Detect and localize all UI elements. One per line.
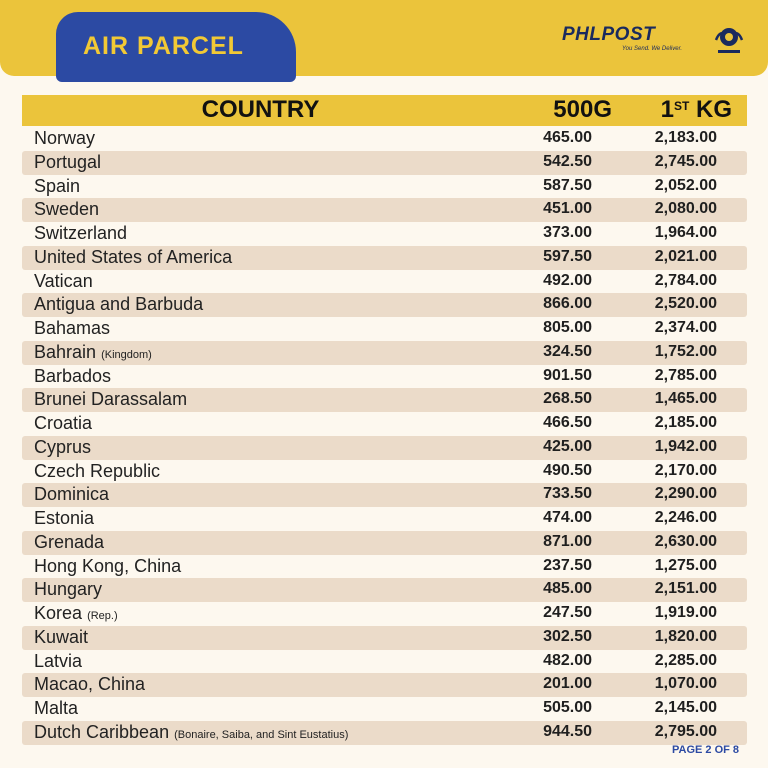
country-name: Barbados — [34, 365, 112, 386]
country-cell — [34, 128, 95, 149]
country-cell — [34, 318, 110, 339]
rate-1st-kg-cell: 2,183.00 — [654, 129, 717, 146]
country-cell — [34, 247, 232, 268]
rate-500g-cell: 733.50 — [543, 485, 592, 503]
country-cell — [34, 698, 78, 719]
table-row — [22, 626, 747, 650]
country-name: Macao, China — [34, 674, 146, 695]
country-name: Sweden — [34, 199, 100, 220]
country-name: Hong Kong, China — [34, 555, 182, 576]
rate-1st-kg-cell: 2,745.00 — [654, 152, 717, 170]
rate-500g-cell: 268.50 — [543, 390, 592, 408]
rate-500g-cell: 201.00 — [543, 675, 592, 693]
table-row — [22, 555, 747, 579]
rate-1st-kg-cell: 1,070.00 — [654, 675, 717, 693]
rate-1st-kg-cell: 1,820.00 — [654, 627, 717, 645]
table-row — [22, 246, 747, 270]
country-cell — [34, 627, 88, 648]
country-name: United States of America — [34, 246, 233, 267]
table-row — [22, 673, 747, 697]
table-row — [22, 578, 747, 602]
brand-tagline: You Send. We Deliver. — [622, 46, 683, 52]
table-row — [22, 151, 747, 175]
table-row — [22, 531, 747, 555]
country-cell — [34, 223, 127, 244]
table-row — [22, 175, 747, 199]
country-name: Hungary — [34, 579, 103, 600]
rate-500g-cell: 492.00 — [543, 271, 592, 289]
rate-1st-kg-cell: 1,465.00 — [654, 390, 717, 408]
rate-1st-kg-cell: 2,151.00 — [654, 580, 717, 598]
table-row — [22, 341, 747, 365]
rate-1st-kg-cell: 2,785.00 — [654, 366, 717, 384]
rate-table — [22, 127, 747, 745]
country-name: Antigua and Barbuda — [34, 294, 204, 315]
rate-500g-cell: 474.00 — [543, 509, 592, 526]
table-row — [22, 127, 747, 151]
rate-1st-kg-cell: 2,246.00 — [654, 509, 717, 526]
table-row — [22, 460, 747, 484]
country-cell — [34, 603, 118, 624]
country-cell — [34, 389, 187, 410]
rate-1st-kg-cell: 2,784.00 — [654, 271, 717, 289]
rate-1st-kg-cell: 1,275.00 — [654, 556, 717, 574]
column-header-country: COUNTRY — [201, 96, 320, 123]
table-row — [22, 198, 747, 222]
table-header — [22, 95, 747, 126]
table-row — [22, 721, 747, 745]
country-name: Portugal — [34, 151, 102, 172]
table-row — [22, 270, 747, 294]
country-name: Bahamas — [34, 318, 111, 338]
rate-1st-kg-cell: 2,185.00 — [654, 414, 717, 431]
column-header-500g: 500G — [553, 96, 612, 123]
country-name: Bahrain — [34, 341, 97, 362]
table-row — [22, 293, 747, 317]
rate-500g-cell: 302.50 — [543, 627, 592, 645]
rate-500g-cell: 597.50 — [543, 247, 592, 265]
country-cell — [34, 532, 104, 553]
country-cell — [34, 366, 111, 387]
rate-1st-kg-cell: 2,021.00 — [654, 247, 717, 265]
rate-1st-kg-cell: 2,170.00 — [654, 461, 717, 479]
rate-500g-cell: 324.50 — [543, 342, 592, 360]
country-note: (Kingdom) — [101, 348, 152, 361]
rate-1st-kg-cell: 2,795.00 — [654, 722, 717, 740]
rate-500g-cell: 465.00 — [543, 129, 592, 146]
country-cell — [34, 437, 91, 458]
rate-500g-cell: 373.00 — [543, 224, 592, 241]
country-cell — [34, 199, 99, 220]
table-row — [22, 365, 747, 389]
rate-1st-kg-cell: 1,964.00 — [654, 224, 717, 241]
country-cell — [34, 271, 93, 292]
country-name: Kuwait — [34, 626, 89, 647]
country-cell — [34, 294, 203, 315]
country-note: (Rep.) — [87, 610, 118, 622]
country-name: Croatia — [34, 413, 93, 433]
country-name: Brunei Darassalam — [34, 389, 188, 410]
country-name: Czech Republic — [34, 460, 161, 481]
country-cell — [34, 674, 145, 695]
country-name: Spain — [34, 175, 81, 196]
page-number: PAGE 2 OF 8 — [672, 744, 740, 756]
table-row — [22, 697, 747, 721]
rate-500g-cell: 451.00 — [543, 200, 592, 218]
country-cell — [34, 722, 348, 743]
country-name: Dutch Caribbean — [34, 721, 170, 742]
rate-500g-cell: 587.50 — [543, 176, 592, 194]
phlpost-logo — [562, 24, 702, 58]
table-row — [22, 317, 747, 341]
table-row — [22, 412, 747, 436]
country-cell — [34, 413, 92, 434]
country-name: Cyprus — [34, 436, 92, 457]
country-name: Switzerland — [34, 223, 128, 243]
rate-500g-cell: 542.50 — [543, 152, 592, 170]
table-row — [22, 483, 747, 507]
country-name: Norway — [34, 128, 96, 148]
rate-1st-kg-cell: 1,942.00 — [654, 437, 717, 455]
title-tab — [56, 12, 296, 82]
bagong-pilipinas-seal-icon — [712, 22, 746, 56]
page-title: AIR PARCEL — [83, 32, 244, 60]
table-row — [22, 222, 747, 246]
country-name: Latvia — [34, 650, 83, 671]
table-row — [22, 602, 747, 626]
rate-1st-kg-cell: 2,052.00 — [654, 176, 717, 194]
rate-1st-kg-cell: 2,080.00 — [654, 200, 717, 218]
rate-500g-cell: 805.00 — [543, 319, 592, 336]
country-name: Korea — [34, 603, 83, 623]
country-cell — [34, 579, 102, 600]
rate-1st-kg-cell: 2,520.00 — [654, 295, 717, 313]
table-row — [22, 388, 747, 412]
table-row — [22, 507, 747, 531]
table-row — [22, 650, 747, 674]
rate-500g-cell: 482.00 — [543, 651, 592, 669]
rate-500g-cell: 425.00 — [543, 437, 592, 455]
country-name: Grenada — [34, 531, 105, 552]
column-header-1st-kg: 1ST KG — [660, 96, 732, 123]
country-name: Vatican — [34, 270, 93, 291]
table-row — [22, 436, 747, 460]
country-name: Estonia — [34, 508, 95, 528]
country-note: (Bonaire, Saiba, and Sint Eustatius) — [174, 728, 349, 741]
rate-1st-kg-cell: 2,374.00 — [654, 319, 717, 336]
brand-name: PHLPOST — [562, 24, 656, 45]
rate-500g-cell: 871.00 — [543, 532, 592, 550]
country-cell — [34, 484, 109, 505]
country-cell — [34, 556, 181, 577]
rate-500g-cell: 237.50 — [543, 556, 592, 574]
rate-1st-kg-cell: 1,752.00 — [654, 342, 717, 360]
rate-500g-cell: 505.00 — [543, 699, 592, 716]
rate-1st-kg-cell: 2,145.00 — [654, 699, 717, 716]
country-name: Malta — [34, 698, 79, 718]
rate-500g-cell: 247.50 — [543, 604, 592, 621]
rate-1st-kg-cell: 1,919.00 — [654, 604, 717, 621]
country-cell — [34, 461, 160, 482]
country-cell — [34, 508, 94, 529]
country-cell — [34, 342, 152, 363]
rate-1st-kg-cell: 2,630.00 — [654, 532, 717, 550]
country-cell — [34, 651, 82, 672]
country-cell — [34, 176, 80, 197]
rate-500g-cell: 866.00 — [543, 295, 592, 313]
country-cell — [34, 152, 101, 173]
rate-500g-cell: 466.50 — [543, 414, 592, 431]
rate-500g-cell: 901.50 — [543, 366, 592, 384]
rate-500g-cell: 490.50 — [543, 461, 592, 479]
rate-500g-cell: 944.50 — [543, 722, 592, 740]
rate-500g-cell: 485.00 — [543, 580, 592, 598]
rate-1st-kg-cell: 2,290.00 — [654, 485, 717, 503]
country-name: Dominica — [34, 484, 110, 505]
rate-1st-kg-cell: 2,285.00 — [654, 651, 717, 669]
